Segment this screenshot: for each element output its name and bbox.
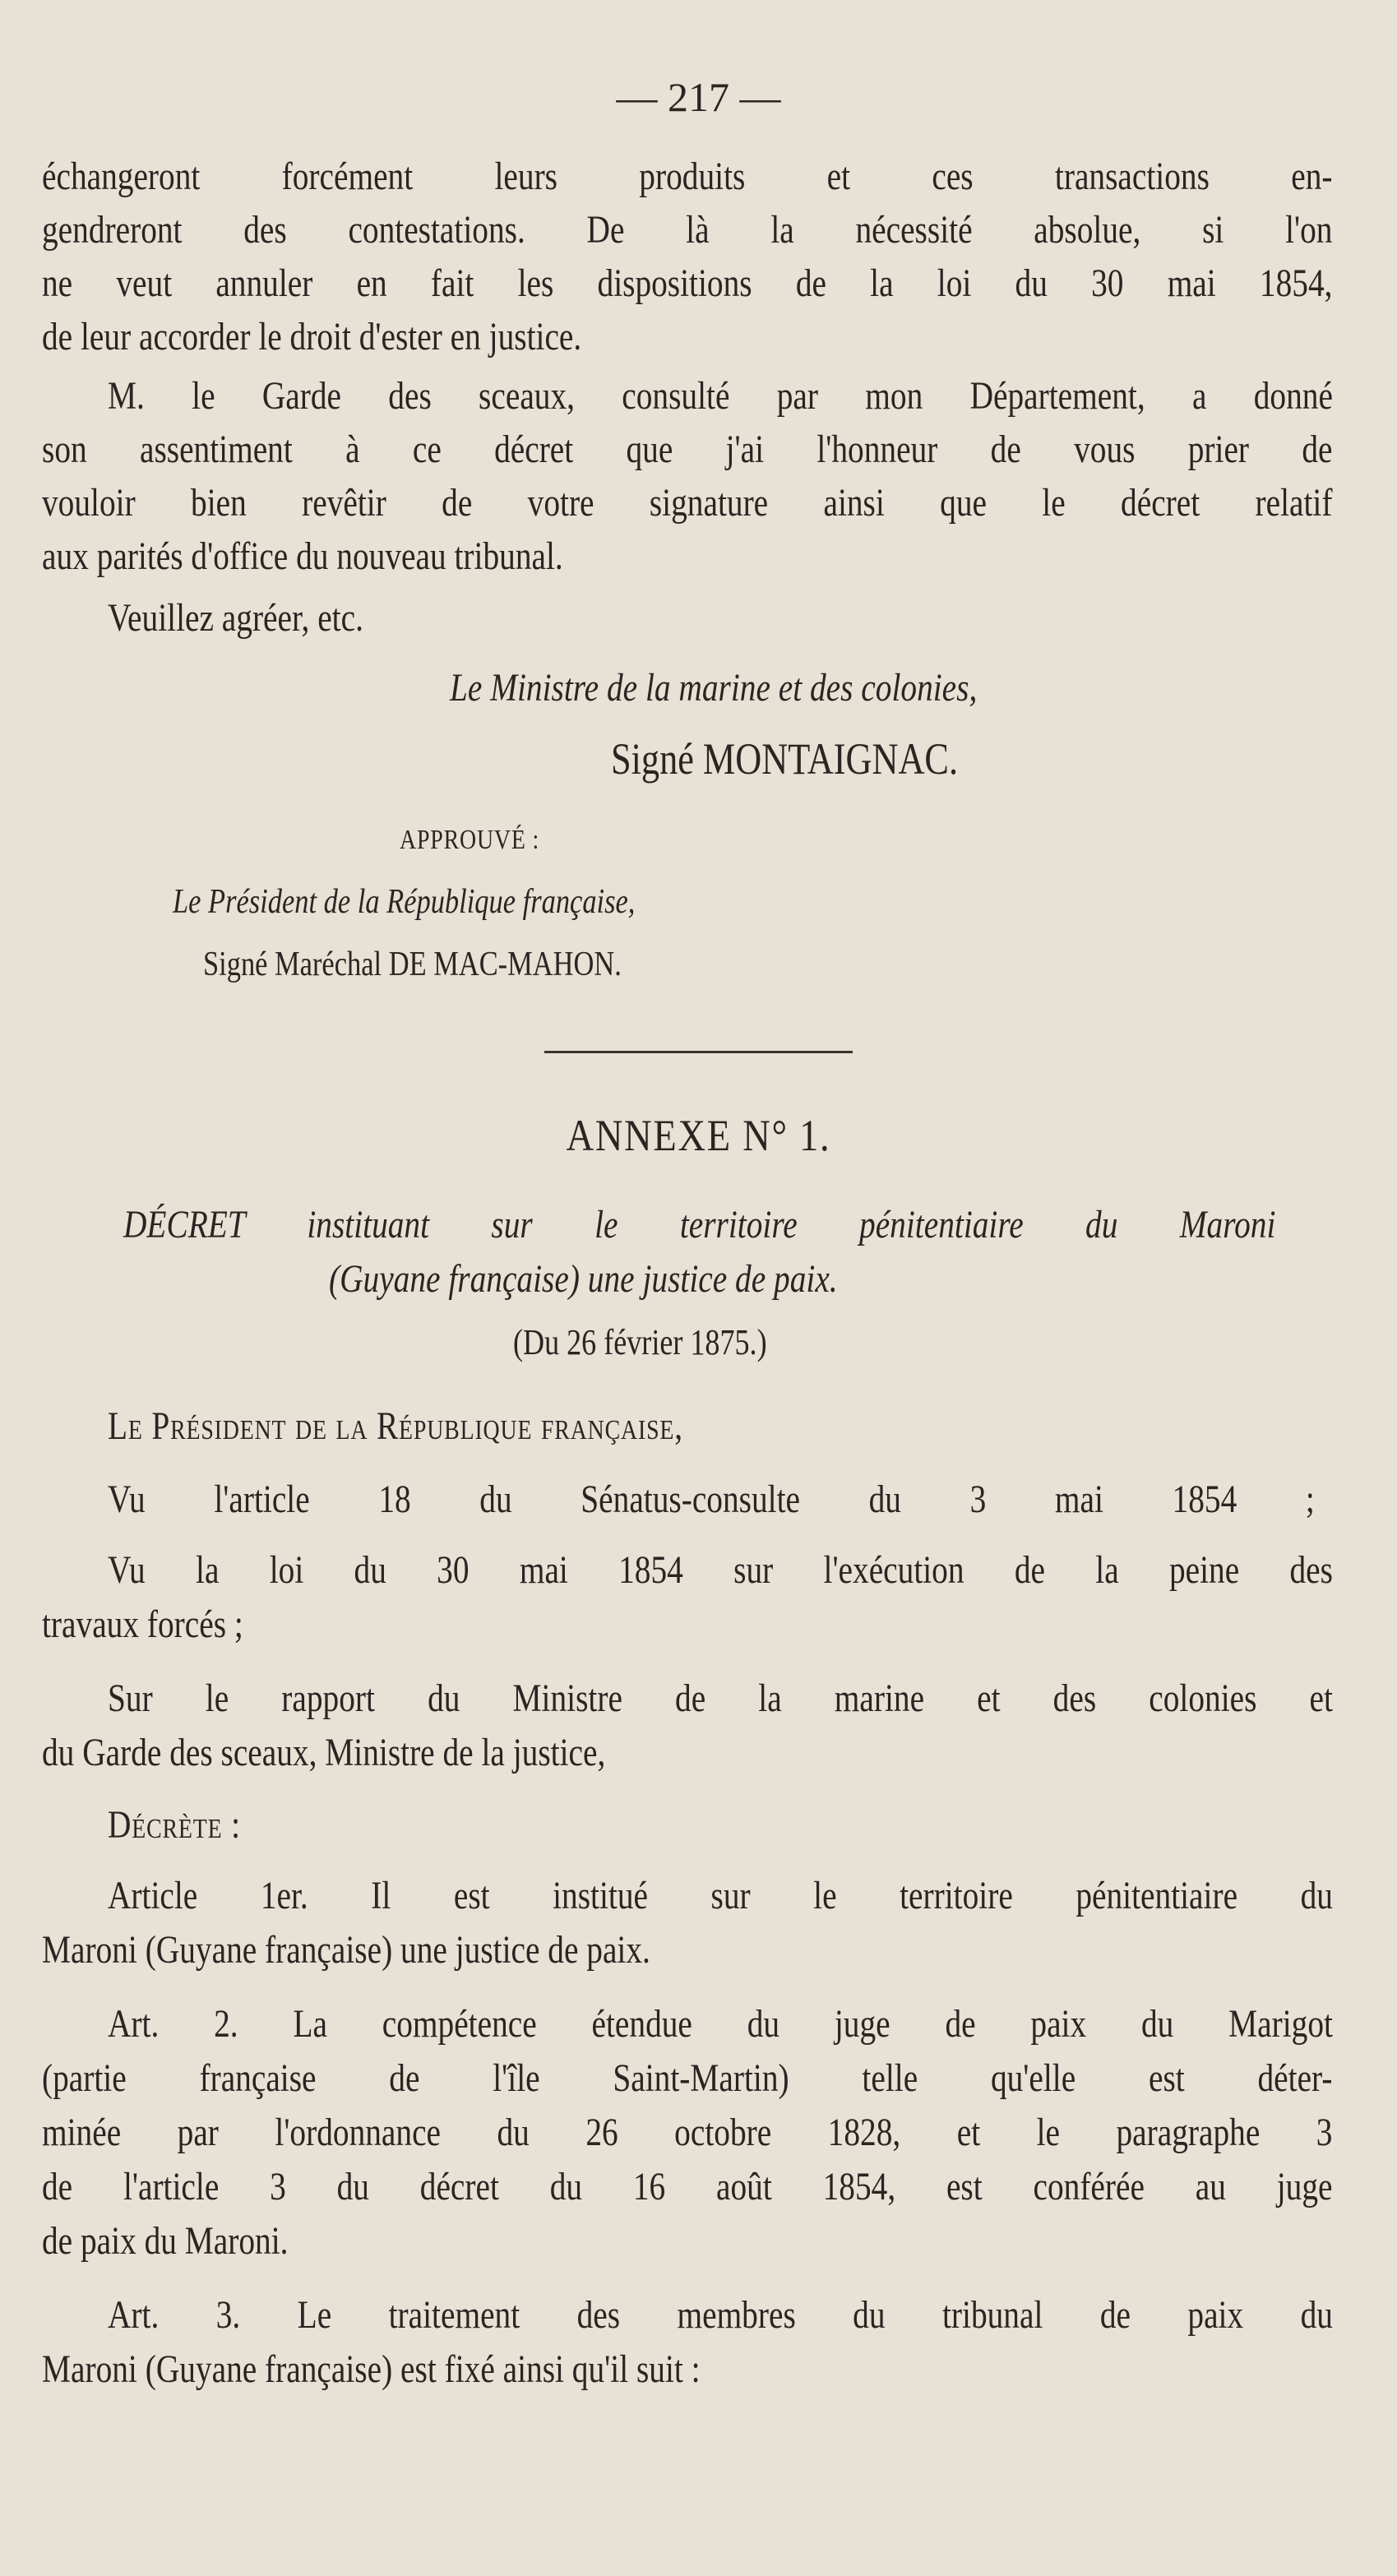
article-line: de l'article 3 du décret du 16 août 1854, est conférée au juge <box>42 2165 1333 2208</box>
para2-line: vouloir bien revêtir de votre signature ainsi que le décret relatif <box>42 481 1333 525</box>
para2-line: son assentiment à ce décret que j'ai l'honneur de vous prier de <box>42 428 1333 471</box>
approval-name: Signé Maréchal DE MAC-MAHON. <box>203 946 622 983</box>
article-line: de paix du Maroni. <box>42 2219 289 2263</box>
para1-line: ne veut annuler en fait les dispositions de la loi du 30 mai 1854, <box>42 261 1333 305</box>
decree-sur-line: du Garde des sceaux, Ministre de la justice, <box>42 1731 606 1774</box>
page-number: — 217 — <box>616 74 781 120</box>
para1-line: gendreront des contestations. De là la nécessité absolue, si l'on <box>42 208 1333 252</box>
decree-president: Le Président de la République française, <box>108 1404 683 1448</box>
signature-name: Signé MONTAIGNAC. <box>611 734 959 784</box>
article-line: Art. 3. Le traitement des membres du tribunal de paix du <box>108 2293 1333 2337</box>
approval-label: APPROUVÉ : <box>400 825 540 855</box>
article-line: (partie française de l'île Saint-Martin) telle qu'elle est déter- <box>42 2056 1333 2100</box>
decree-decrete: Décrète : <box>108 1803 241 1847</box>
article-line: Maroni (Guyane française) est fixé ainsi qu'il suit : <box>42 2347 701 2391</box>
signature-title: Le Ministre de la marine et des colonies, <box>450 666 978 710</box>
article-line: Article 1er. Il est institué sur le territoire pénitentiaire du <box>108 1874 1333 1917</box>
approval-title: Le Président de la République française, <box>173 883 636 921</box>
para1-line: échangeront forcément leurs produits et ces transactions en- <box>42 155 1333 198</box>
article-line: minée par l'ordonnance du 26 octobre 1828, et le paragraphe 3 <box>42 2111 1333 2154</box>
decree-date: (Du 26 février 1875.) <box>513 1322 767 1362</box>
decree-vu-line: Vu la loi du 30 mai 1854 sur l'exécution de la peine des <box>108 1548 1333 1592</box>
article-line: Maroni (Guyane française) une justice de paix. <box>42 1928 650 1972</box>
article-line: Art. 2. La compétence étendue du juge de paix du Marigot <box>108 2002 1333 2046</box>
annex-heading: ANNEXE N° 1. <box>566 1111 831 1160</box>
decree-vu-line: travaux forcés ; <box>42 1602 243 1646</box>
decree-title-line: DÉCRET instituant sur le territoire pénitentiaire du Maroni <box>123 1203 1276 1246</box>
separator-rule <box>544 1051 853 1053</box>
para1-line: de leur accorder le droit d'ester en justice. <box>42 315 582 358</box>
para2-line: aux parités d'office du nouveau tribunal. <box>42 534 563 578</box>
closing-line: Veuillez agréer, etc. <box>108 596 363 640</box>
decree-vu-line: Vu l'article 18 du Sénatus-consulte du 3 mai 1854 ; <box>108 1478 1315 1521</box>
para2-line: M. le Garde des sceaux, consulté par mon Département, a donné <box>108 374 1333 418</box>
decree-title-line: (Guyane française) une justice de paix. <box>329 1257 838 1301</box>
decree-sur-line: Sur le rapport du Ministre de la marine et des colonies et <box>108 1676 1333 1720</box>
